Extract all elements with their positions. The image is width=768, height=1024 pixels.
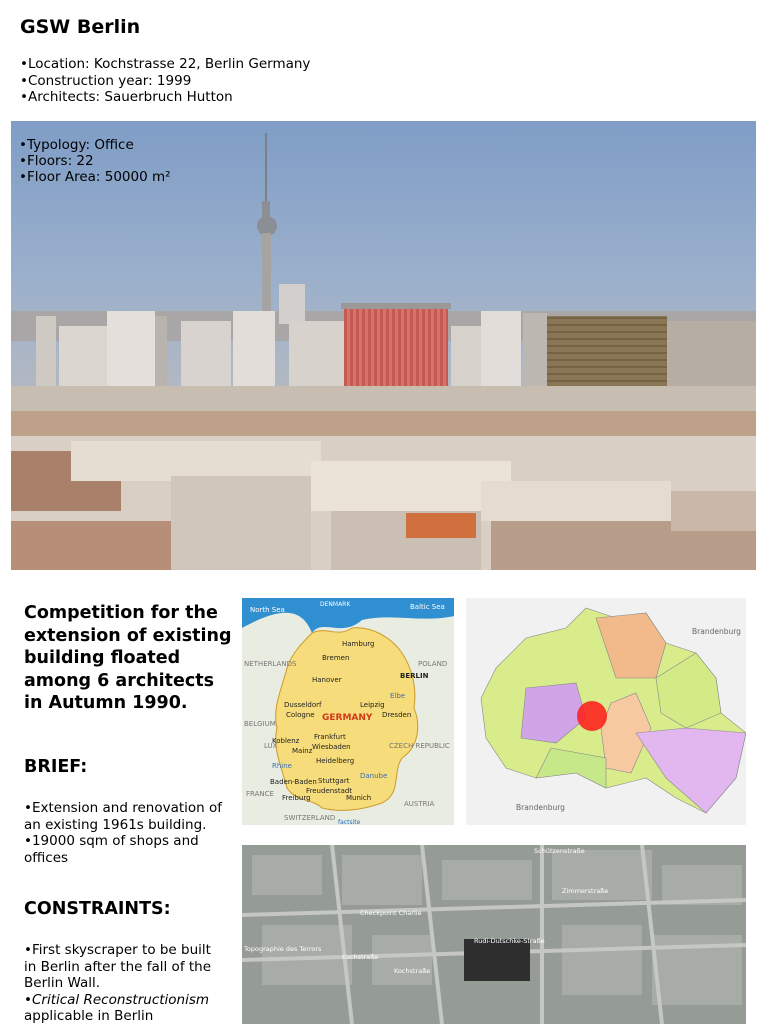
region-brandenburg-top: Brandenburg: [692, 627, 741, 636]
street-kochstrasse-left: Kochstraße: [342, 953, 379, 961]
map-credit: factsite: [338, 819, 361, 825]
river-elbe: Elbe: [390, 692, 406, 700]
neighbor-switzerland: SWITZERLAND: [284, 814, 336, 822]
gsw-location-marker: [577, 701, 607, 731]
photo-caption: [19, 137, 171, 185]
sea-north: North Sea: [250, 606, 285, 614]
critical-reconstructionism: Critical Reconstructionism: [31, 991, 210, 1008]
meta-architects: •Architects: Sauerbruch Hutton: [20, 89, 233, 105]
berlin-districts-map: [466, 598, 746, 825]
river-danube: Danube: [360, 772, 388, 780]
region-brandenburg-bottom: Brandenburg: [516, 803, 565, 812]
city-dusseldorf: Dusseldorf: [284, 701, 322, 709]
neighbor-poland: POLAND: [418, 660, 448, 668]
city-hanover: Hanover: [312, 676, 342, 684]
river-rhine: Rhine: [272, 762, 292, 770]
caption-typology: •Typology: Office: [19, 137, 134, 153]
sea-baltic: Baltic Sea: [410, 603, 445, 611]
street-kochstrasse: Kochstraße: [394, 967, 431, 975]
constraints-text: [24, 942, 224, 1024]
city-koblenz: Koblenz: [272, 737, 300, 745]
city-cologne: Cologne: [286, 711, 315, 719]
brief-text: [24, 800, 224, 866]
competition-lede: Competition for the extension of existing building floated among 6 architects in Autumn 1990.: [24, 603, 232, 713]
city-bremen: Bremen: [322, 654, 350, 662]
street-zimmerstrasse: Zimmerstraße: [562, 887, 609, 895]
city-baden-baden: Baden-Baden: [270, 778, 317, 786]
city-leipzig: Leipzig: [360, 701, 385, 709]
project-meta: [20, 56, 310, 106]
city-frankfurt: Frankfurt: [314, 733, 346, 741]
city-berlin: BERLIN: [400, 672, 429, 680]
neighbor-belgium: BELGIUM: [244, 720, 276, 728]
brief-heading: BRIEF:: [24, 757, 88, 777]
neighbor-denmark: DENMARK: [320, 601, 351, 608]
city-freiburg: Freiburg: [282, 794, 311, 802]
neighbor-france: FRANCE: [246, 790, 274, 798]
city-freudenstadt: Freudenstadt: [306, 787, 353, 795]
constraint-item-2-rest: applicable in Berlin: [24, 1008, 154, 1024]
city-wiesbaden: Wiesbaden: [312, 743, 351, 751]
street-schutzenstrasse: Schützenstraße: [534, 847, 585, 855]
berlin-skyline-photo: [11, 121, 756, 570]
germany-map: [242, 598, 454, 825]
neighbor-lux: LUX: [264, 742, 278, 750]
city-munich: Munich: [346, 794, 372, 802]
city-stuttgart: Stuttgart: [318, 777, 350, 785]
street-rudi-dutschke: Rudi-Dutschke-Straße: [474, 937, 545, 945]
city-mainz: Mainz: [292, 747, 313, 755]
neighbor-austria: AUSTRIA: [404, 800, 435, 808]
page-title: GSW Berlin: [20, 16, 141, 38]
aerial-satellite-map: [242, 845, 746, 1024]
brief-item-1: •Extension and renovation of an existing 1961s building.: [24, 800, 223, 833]
caption-floor-area: •Floor Area: 50000 m²: [19, 169, 171, 185]
constraints-heading: CONSTRAINTS:: [24, 899, 171, 919]
poi-topographie: Topographie des Terrors: [244, 945, 322, 953]
meta-construction-year: •Construction year: 1999: [20, 72, 192, 89]
neighbor-netherlands: NETHERLANDS: [244, 660, 297, 668]
caption-floors: •Floors: 22: [19, 153, 94, 169]
constraint-item-1: •First skyscraper to be built in Berlin after the fall of the Berlin Wall.: [24, 942, 212, 991]
city-dresden: Dresden: [382, 711, 412, 719]
city-heidelberg: Heidelberg: [316, 757, 355, 765]
brief-item-2: •19000 sqm of shops and offices: [24, 833, 199, 866]
meta-location: •Location: Kochstrasse 22, Berlin Germany: [20, 56, 311, 72]
neighbor-czech: CZECH REPUBLIC: [389, 742, 450, 750]
city-hamburg: Hamburg: [342, 640, 375, 648]
constraint-item-2: •Critical Reconstructionism: [24, 991, 210, 1008]
poi-checkpoint-charlie: Checkpoint Charlie: [360, 909, 422, 917]
country-label: GERMANY: [322, 713, 373, 723]
